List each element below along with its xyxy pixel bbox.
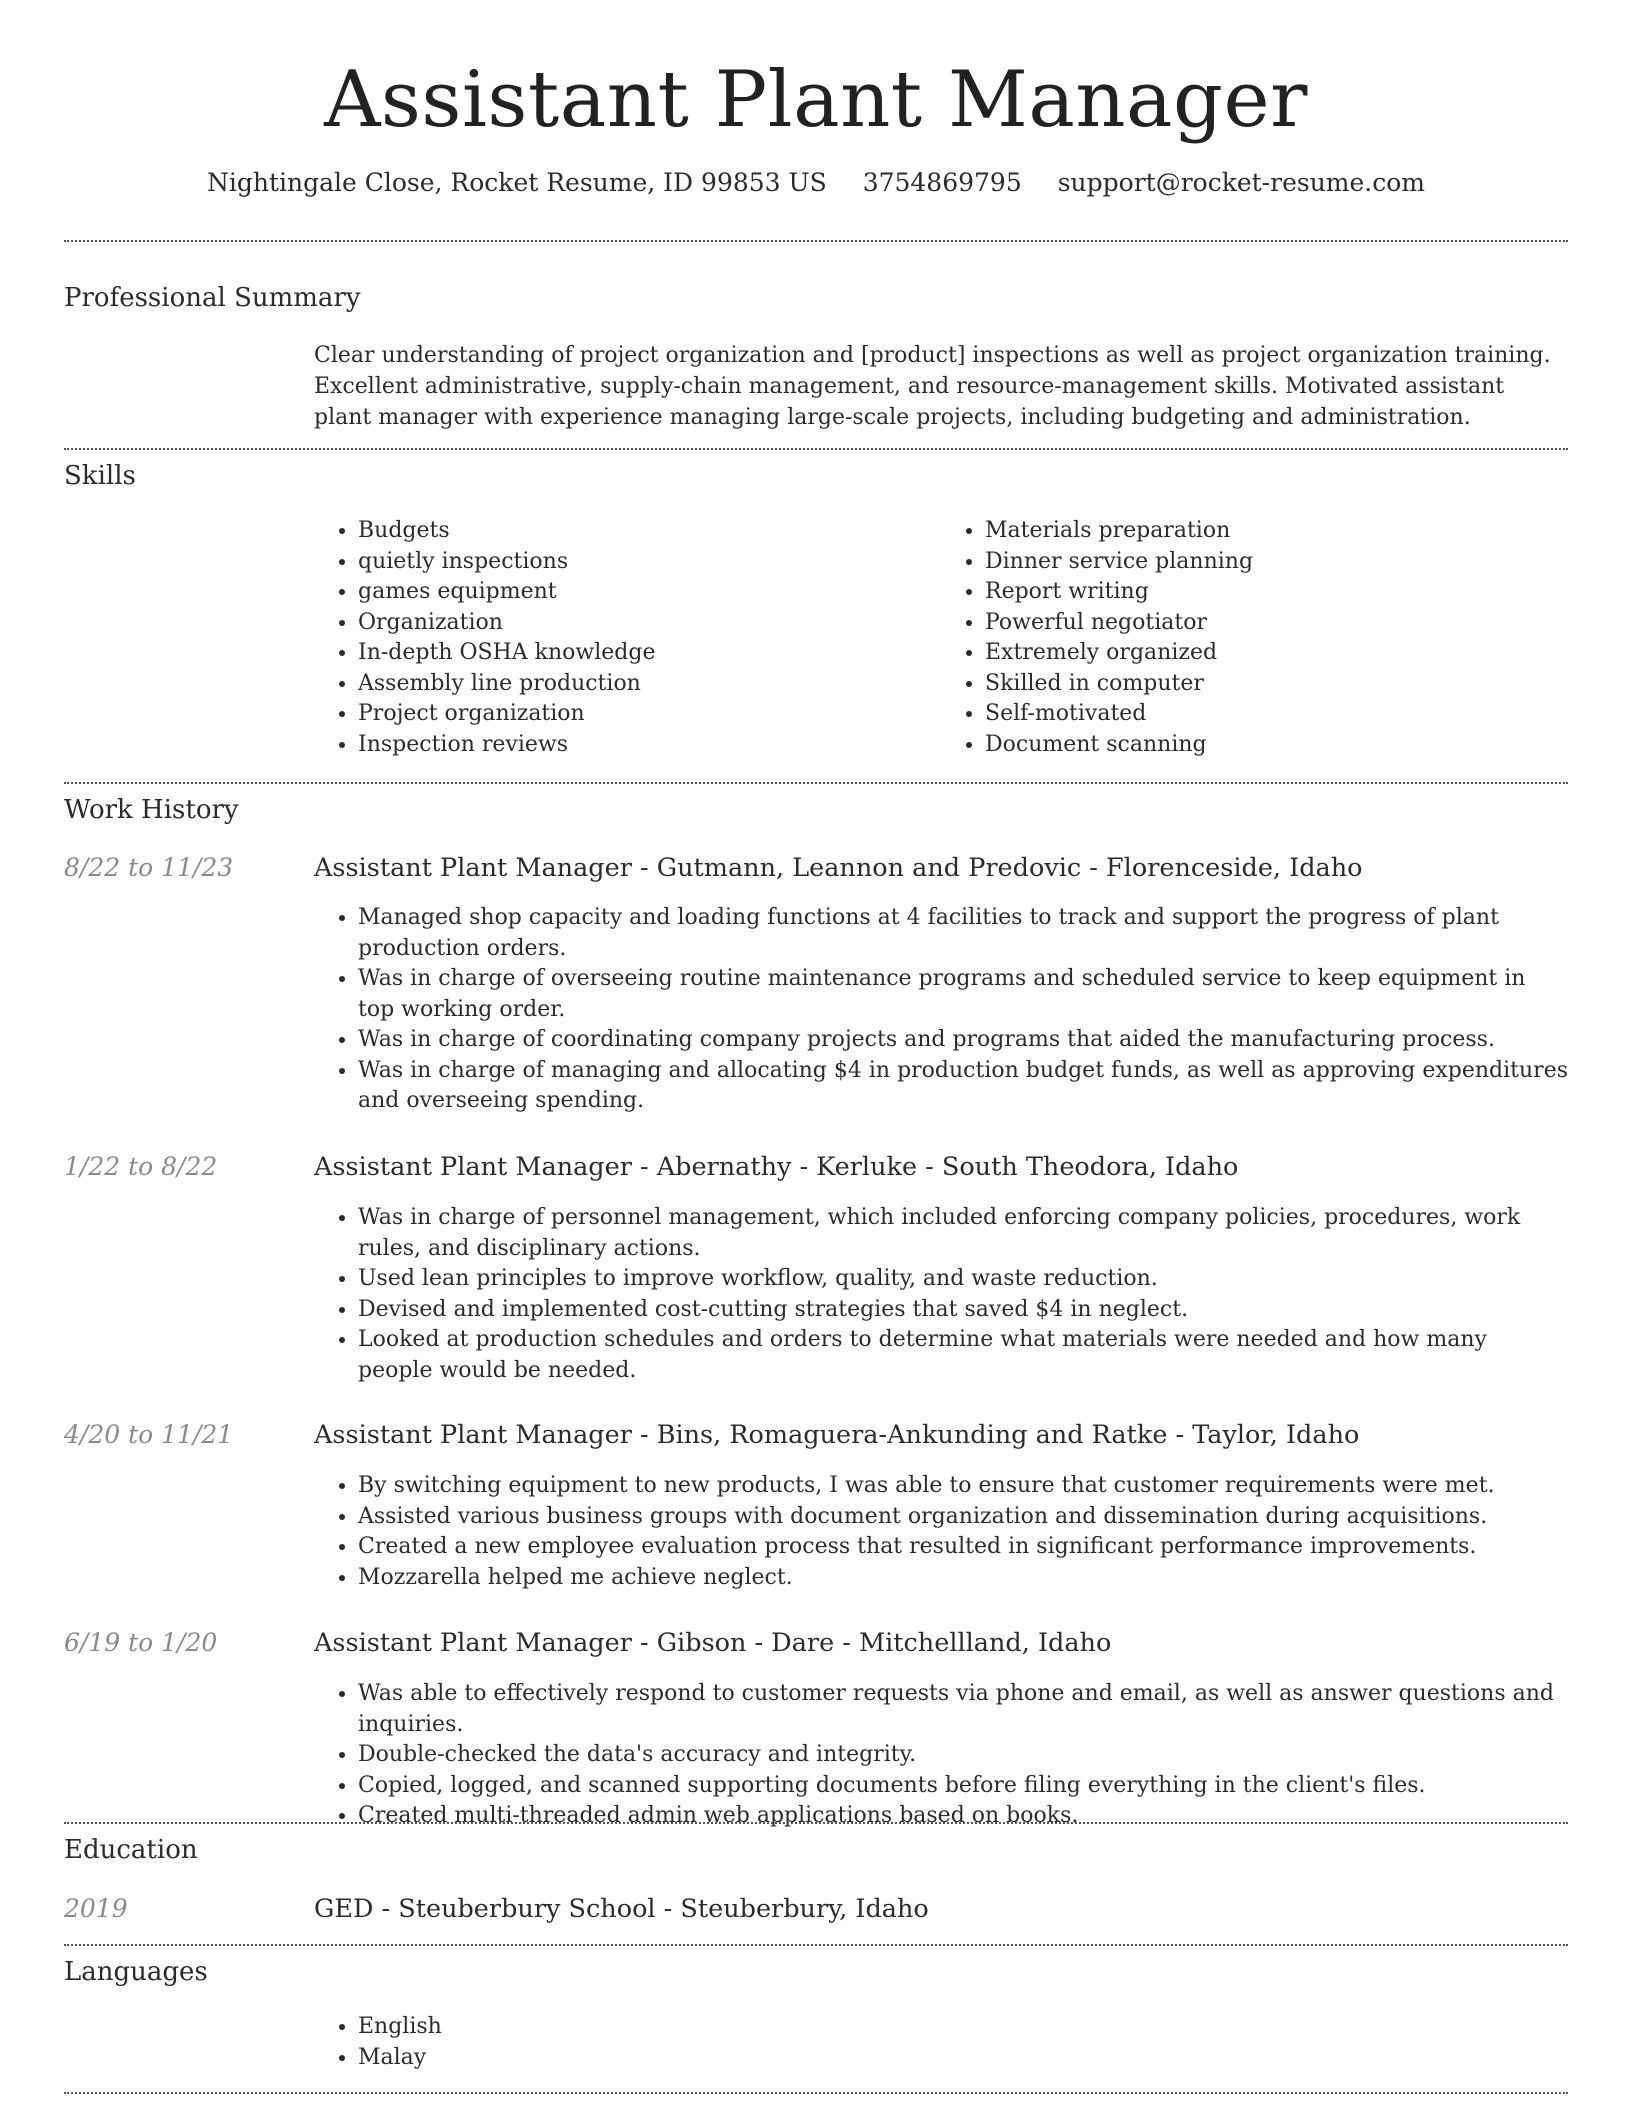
list-item: • Assembly line production xyxy=(358,669,941,700)
list-item: • Used lean principles to improve workflow, quality, and waste reduction. xyxy=(358,1264,1568,1295)
job-title: Assistant Plant Manager - Gutmann, Leannon and Predovic - Florenceside, Idaho xyxy=(314,853,1363,883)
education-year: 2019 xyxy=(64,1894,128,1923)
summary-section xyxy=(314,340,1568,433)
languages-list xyxy=(314,2012,1568,2073)
divider xyxy=(64,448,1568,450)
contact-line xyxy=(64,168,1568,197)
list-item: • Budgets xyxy=(358,516,941,547)
education-heading: Education xyxy=(64,1835,198,1865)
list-item: • Materials preparation xyxy=(985,516,1568,547)
list-item: • Powerful negotiator xyxy=(985,608,1568,639)
divider xyxy=(64,1822,1568,1824)
skills-section xyxy=(314,516,1568,760)
list-item: • In-depth OSHA knowledge xyxy=(358,638,941,669)
list-item: • Document scanning xyxy=(985,730,1568,761)
list-item: • Assisted various business groups with document organization and dissemination during acquisitions. xyxy=(358,1502,1568,1533)
list-item: • Created multi-threaded admin web applications based on books. xyxy=(358,1801,1568,1832)
list-item: • Mozzarella helped me achieve neglect. xyxy=(358,1563,1568,1594)
languages-heading: Languages xyxy=(64,1957,208,1987)
skills-list-left xyxy=(314,516,941,760)
job-dates: 6/19 to 1/20 xyxy=(64,1628,218,1657)
job-bullets xyxy=(314,903,1568,1117)
list-item: • Was able to effectively respond to customer requests via phone and email, as well as answer questions and inquiries. xyxy=(358,1679,1568,1740)
list-item: • Managed shop capacity and loading functions at 4 facilities to track and support the progress of plant production orders. xyxy=(358,903,1568,964)
list-item: • quietly inspections xyxy=(358,547,941,578)
list-item: • Skilled in computer xyxy=(985,669,1568,700)
resume-name: Assistant Plant Manager xyxy=(324,55,1308,145)
education-entry: GED - Steuberbury School - Steuberbury, Idaho xyxy=(314,1894,929,1924)
list-item: • English xyxy=(358,2012,1568,2043)
job-title: Assistant Plant Manager - Gibson - Dare - Mitchellland, Idaho xyxy=(314,1628,1112,1658)
list-item: • Was in charge of managing and allocating $4 in production budget funds, as well as approving expenditures and overseeing spending. xyxy=(358,1056,1568,1117)
email: support@rocket-resume.com xyxy=(1057,168,1426,197)
list-item: • By switching equipment to new products, I was able to ensure that customer requirements were met. xyxy=(358,1471,1568,1502)
divider xyxy=(64,240,1568,242)
list-item: • Double-checked the data's accuracy and integrity. xyxy=(358,1740,1568,1771)
job-bullets xyxy=(314,1679,1568,1832)
job-dates: 4/20 to 11/21 xyxy=(64,1420,234,1449)
divider xyxy=(64,2092,1568,2094)
work-heading: Work History xyxy=(64,795,239,825)
job-title: Assistant Plant Manager - Abernathy - Kerluke - South Theodora, Idaho xyxy=(314,1152,1239,1182)
list-item: • Devised and implemented cost-cutting strategies that saved $4 in neglect. xyxy=(358,1295,1568,1326)
list-item: • Self-motivated xyxy=(985,699,1568,730)
resume-page xyxy=(64,0,1568,2070)
job-dates: 8/22 to 11/23 xyxy=(64,853,234,882)
list-item: • Created a new employee evaluation process that resulted in significant performance improvements. xyxy=(358,1532,1568,1563)
skills-heading: Skills xyxy=(64,461,136,491)
list-item: • Was in charge of personnel management, which included enforcing company policies, procedures, work rules, and disciplinary actions. xyxy=(358,1203,1568,1264)
list-item: • Inspection reviews xyxy=(358,730,941,761)
job-title: Assistant Plant Manager - Bins, Romaguera-Ankunding and Ratke - Taylor, Idaho xyxy=(314,1420,1360,1450)
list-item: • Looked at production schedules and orders to determine what materials were needed and how many people would be needed. xyxy=(358,1325,1568,1386)
phone: 3754869795 xyxy=(862,168,1022,197)
skills-list-right xyxy=(941,516,1568,760)
list-item: • Dinner service planning xyxy=(985,547,1568,578)
list-item: • Report writing xyxy=(985,577,1568,608)
job-bullets xyxy=(314,1203,1568,1386)
list-item: • Malay xyxy=(358,2043,1568,2074)
list-item: • games equipment xyxy=(358,577,941,608)
list-item: • Project organization xyxy=(358,699,941,730)
divider xyxy=(64,782,1568,784)
address: Nightingale Close, Rocket Resume, ID 99853 US xyxy=(206,168,827,197)
job-bullets xyxy=(314,1471,1568,1593)
summary-text: Clear understanding of project organization and [product] inspections as well as project organization training. Excellent administrative, supply-chain management, and resource-management skills. Motivated assistant plant manager with experience managing large-scale projects, including budgeting and administration. xyxy=(314,343,1551,430)
job-dates: 1/22 to 8/22 xyxy=(64,1152,218,1181)
list-item: • Copied, logged, and scanned supporting documents before filing everything in the client's files. xyxy=(358,1771,1568,1802)
list-item: • Was in charge of overseeing routine maintenance programs and scheduled service to keep equipment in top working order. xyxy=(358,964,1568,1025)
list-item: • Was in charge of coordinating company projects and programs that aided the manufacturing process. xyxy=(358,1025,1568,1056)
list-item: • Extremely organized xyxy=(985,638,1568,669)
divider xyxy=(64,1944,1568,1946)
list-item: • Organization xyxy=(358,608,941,639)
summary-heading: Professional Summary xyxy=(64,283,361,313)
